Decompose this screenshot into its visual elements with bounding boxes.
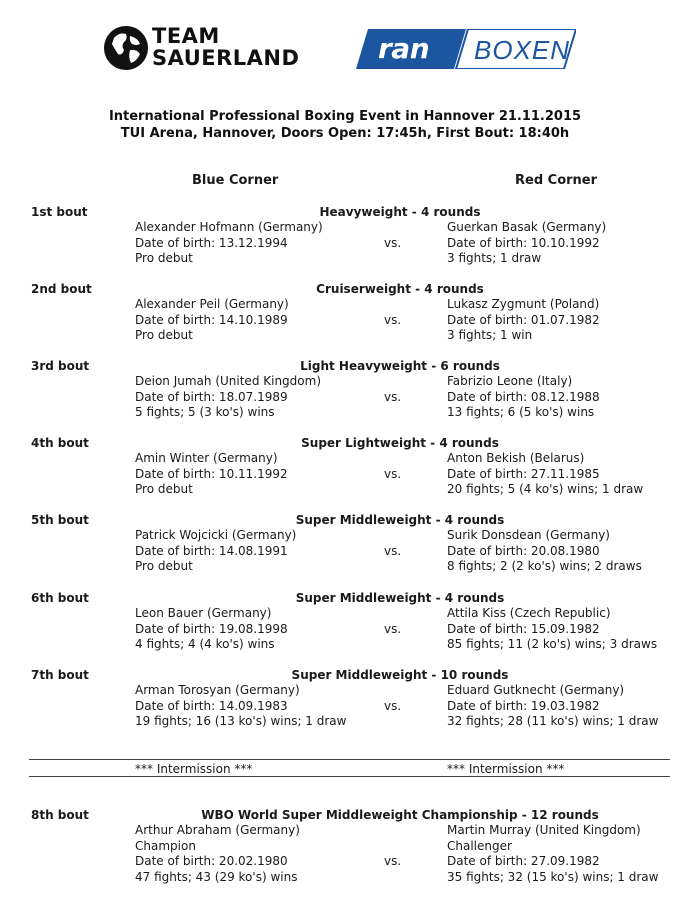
boxen-wordmark: BOXEN: [474, 35, 571, 65]
fighter-name: Arman Torosyan (Germany): [135, 683, 300, 697]
red-corner-heading: Red Corner: [515, 173, 598, 188]
fighter-dob: Date of birth: 19.03.1982: [447, 698, 600, 713]
blue-fighter: [135, 220, 323, 267]
fighter-dob: Date of birth: 08.12.1988: [447, 389, 600, 404]
red-fighter: [447, 451, 643, 498]
bout-number: 1st bout: [31, 205, 88, 219]
bout-8-main-event: [0, 808, 690, 892]
fighter-name: Surik Donsdean (Germany): [447, 528, 610, 542]
fighter-record: Pro debut: [135, 559, 193, 573]
bout-4: [0, 436, 690, 508]
fighter-record: 35 fights; 32 (15 ko's) wins; 1 draw: [447, 869, 659, 884]
fighter-record: 4 fights; 4 (4 ko's) wins: [135, 637, 275, 651]
blue-fighter: [135, 297, 289, 344]
fighter-dob: Date of birth: 19.08.1998: [135, 621, 288, 636]
blue-fighter: [135, 374, 321, 421]
ran-boxen-logo: [356, 29, 576, 69]
blue-fighter: [135, 823, 300, 885]
team-sauerland-wordmark: [152, 26, 299, 69]
fighter-name: Attila Kiss (Czech Republic): [447, 606, 611, 620]
bout-number: 5th bout: [31, 513, 89, 527]
fighter-name: Eduard Gutknecht (Germany): [447, 683, 625, 697]
fighter-dob: Date of birth: 14.10.1989: [135, 312, 288, 327]
fighter-record: Pro debut: [135, 482, 193, 496]
fighter-record: 32 fights; 28 (11 ko's) wins; 1 draw: [447, 714, 659, 728]
vs-label: vs.: [384, 313, 402, 327]
fighter-name: Alexander Hofmann (Germany): [135, 220, 323, 234]
fighter-record: 13 fights; 6 (5 ko's) wins: [447, 405, 595, 419]
bout-class: Light Heavyweight - 6 rounds: [300, 359, 500, 373]
bout-class: Super Lightweight - 4 rounds: [301, 436, 499, 450]
fighter-record: Pro debut: [135, 251, 193, 265]
event-title: International Professional Boxing Event in Hannover 21.11.2015: [108, 109, 582, 124]
bout-number: 8th bout: [31, 808, 89, 822]
team-line2: SAUERLAND: [152, 46, 300, 70]
blue-fighter: [135, 451, 288, 498]
fighter-name: Alexander Peil (Germany): [135, 297, 289, 311]
fighter-record: 3 fights; 1 draw: [447, 251, 542, 265]
fighter-name: Leon Bauer (Germany): [135, 606, 272, 620]
fighter-record: 8 fights; 2 (2 ko's) wins; 2 draws: [447, 559, 642, 573]
bout-class: Heavyweight - 4 rounds: [319, 205, 481, 219]
fighter-dob: Date of birth: 20.08.1980: [447, 543, 600, 558]
vs-label: vs.: [384, 622, 402, 636]
fighter-name: Patrick Wojcicki (Germany): [135, 528, 297, 542]
red-fighter: [447, 528, 642, 575]
intermission-blue: *** Intermission ***: [135, 762, 253, 776]
bout-class: WBO World Super Middleweight Championship - 12 rounds: [201, 808, 599, 822]
globe-icon: [104, 26, 148, 70]
intermission-red: *** Intermission ***: [447, 762, 565, 776]
fighter-status: Champion: [135, 838, 196, 853]
fighter-dob: Date of birth: 18.07.1989: [135, 389, 288, 404]
bout-class: Super Middleweight - 10 rounds: [291, 668, 509, 682]
bout-class: Super Middleweight - 4 rounds: [295, 513, 505, 527]
bout-number: 3rd bout: [31, 359, 90, 373]
intermission-top-rule: [29, 759, 670, 760]
fighter-name: Martin Murray (United Kingdom): [447, 823, 641, 837]
fighter-record: 85 fights; 11 (2 ko's) wins; 3 draws: [447, 637, 658, 651]
bout-number: 7th bout: [31, 668, 89, 682]
fighter-dob: Date of birth: 01.07.1982: [447, 312, 600, 327]
blue-fighter: [135, 683, 346, 730]
fighter-dob: Date of birth: 20.02.1980: [135, 854, 288, 868]
fighter-dob: Date of birth: 27.09.1982: [447, 854, 600, 868]
red-fighter: [447, 220, 606, 267]
blue-fighter: [135, 606, 288, 653]
intermission-bottom-rule: [29, 776, 670, 777]
bout-6: [0, 591, 690, 663]
fighter-dob: Date of birth: 13.12.1994: [135, 235, 288, 250]
bout-class: Cruiserweight - 4 rounds: [316, 282, 484, 296]
fighter-dob: Date of birth: 15.09.1982: [447, 621, 600, 636]
fighter-dob: Date of birth: 10.10.1992: [447, 235, 600, 250]
fighter-name: Guerkan Basak (Germany): [447, 220, 607, 234]
fighter-record: 19 fights; 16 (13 ko's) wins; 1 draw: [135, 714, 347, 728]
bout-number: 6th bout: [31, 591, 89, 605]
vs-label: vs.: [384, 390, 402, 404]
bout-number: 2nd bout: [31, 282, 92, 296]
blue-corner-heading: Blue Corner: [192, 173, 279, 188]
vs-label: vs.: [384, 854, 402, 868]
vs-label: vs.: [384, 699, 402, 713]
bout-5: [0, 513, 690, 585]
bout-class: Super Middleweight - 4 rounds: [295, 591, 505, 605]
red-fighter: [447, 683, 658, 730]
vs-label: vs.: [384, 544, 402, 558]
fighter-status: Challenger: [447, 838, 512, 853]
red-fighter: [447, 297, 600, 344]
fighter-dob: Date of birth: 14.08.1991: [135, 543, 288, 558]
bout-number: 4th bout: [31, 436, 89, 450]
fighter-name: Amin Winter (Germany): [135, 451, 278, 465]
bout-1: [0, 205, 690, 277]
blue-fighter: [135, 528, 296, 575]
event-venue-times: TUI Arena, Hannover, Doors Open: 17:45h, First Bout: 18:40h: [120, 126, 570, 141]
fighter-dob: Date of birth: 27.11.1985: [447, 466, 600, 481]
vs-label: vs.: [384, 236, 402, 250]
fighter-name: Lukasz Zygmunt (Poland): [447, 297, 600, 311]
bout-2: [0, 282, 690, 354]
fighter-dob: Date of birth: 10.11.1992: [135, 466, 288, 481]
fighter-record: 47 fights; 43 (29 ko's) wins: [135, 869, 298, 884]
red-fighter: [447, 374, 600, 421]
fighter-name: Anton Bekish (Belarus): [447, 451, 585, 465]
ran-wordmark: ran: [378, 32, 430, 65]
fighter-name: Arthur Abraham (Germany): [135, 823, 300, 837]
fighter-record: 5 fights; 5 (3 ko's) wins: [135, 405, 275, 419]
fighter-record: 3 fights; 1 win: [447, 328, 533, 342]
team-line1: TEAM: [152, 24, 220, 48]
red-fighter: [447, 823, 658, 885]
fighter-name: Fabrizio Leone (Italy): [447, 374, 573, 388]
fighter-record: Pro debut: [135, 328, 193, 342]
red-fighter: [447, 606, 657, 653]
fighter-name: Deion Jumah (United Kingdom): [135, 374, 322, 388]
bout-7: [0, 668, 690, 740]
fighter-record: 20 fights; 5 (4 ko's) wins; 1 draw: [447, 482, 644, 496]
vs-label: vs.: [384, 467, 402, 481]
bout-3: [0, 359, 690, 431]
fighter-dob: Date of birth: 14.09.1983: [135, 698, 288, 713]
team-sauerland-logo: [104, 26, 319, 72]
